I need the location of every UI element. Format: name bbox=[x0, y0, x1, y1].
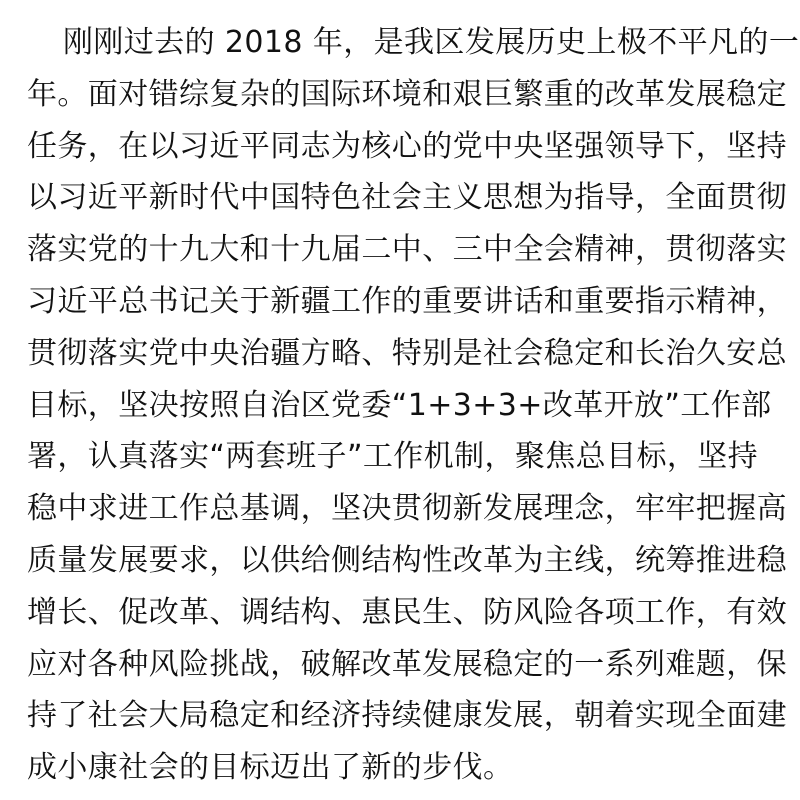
paragraph-line-9: 署，认真落实“两套班子”工作机制，聚焦总目标，坚持 bbox=[27, 439, 759, 475]
paragraph-line-4: 以习近平新时代中国特色社会主义思想为指导，全面贯彻 bbox=[27, 180, 787, 216]
body-paragraph bbox=[27, 17, 800, 794]
clipped-heading-fragment bbox=[40, 0, 150, 8]
paragraph-line-1: 刚刚过去的 2018 年，是我区发展历史上极不平凡的一 bbox=[63, 25, 800, 60]
paragraph-line-10: 稳中求进工作总基调，坚决贯彻新发展理念，牢牢把握高 bbox=[27, 491, 787, 527]
paragraph-line-14: 持了社会大局稳定和经济持续健康发展，朝着实现全面建 bbox=[27, 698, 787, 734]
paragraph-line-15: 成小康社会的目标迈出了新的步伐。 bbox=[27, 750, 514, 786]
paragraph-line-8: 目标，坚决按照自治区党委“1+3+3+改革开放”工作部 bbox=[27, 387, 772, 423]
paragraph-line-3: 任务，在以习近平同志为核心的党中央坚强领导下，坚持 bbox=[27, 128, 787, 164]
paragraph-line-12: 增长、促改革、调结构、惠民生、防风险各项工作，有效 bbox=[27, 594, 787, 630]
paragraph-line-11: 质量发展要求，以供给侧结构性改革为主线，统筹推进稳 bbox=[27, 542, 787, 578]
paragraph-line-13: 应对各种风险挑战，破解改革发展稳定的一系列难题，保 bbox=[27, 646, 787, 682]
paragraph-line-6: 习近平总书记关于新疆工作的重要讲话和重要指示精神， bbox=[27, 283, 787, 319]
paragraph-line-7: 贯彻落实党中央治疆方略、特别是社会稳定和长治久安总 bbox=[27, 335, 787, 371]
paragraph-line-2: 年。面对错综复杂的国际环境和艰巨繁重的改革发展稳定 bbox=[27, 76, 787, 112]
paragraph-line-5: 落实党的十九大和十九届二中、三中全会精神，贯彻落实 bbox=[27, 232, 787, 268]
